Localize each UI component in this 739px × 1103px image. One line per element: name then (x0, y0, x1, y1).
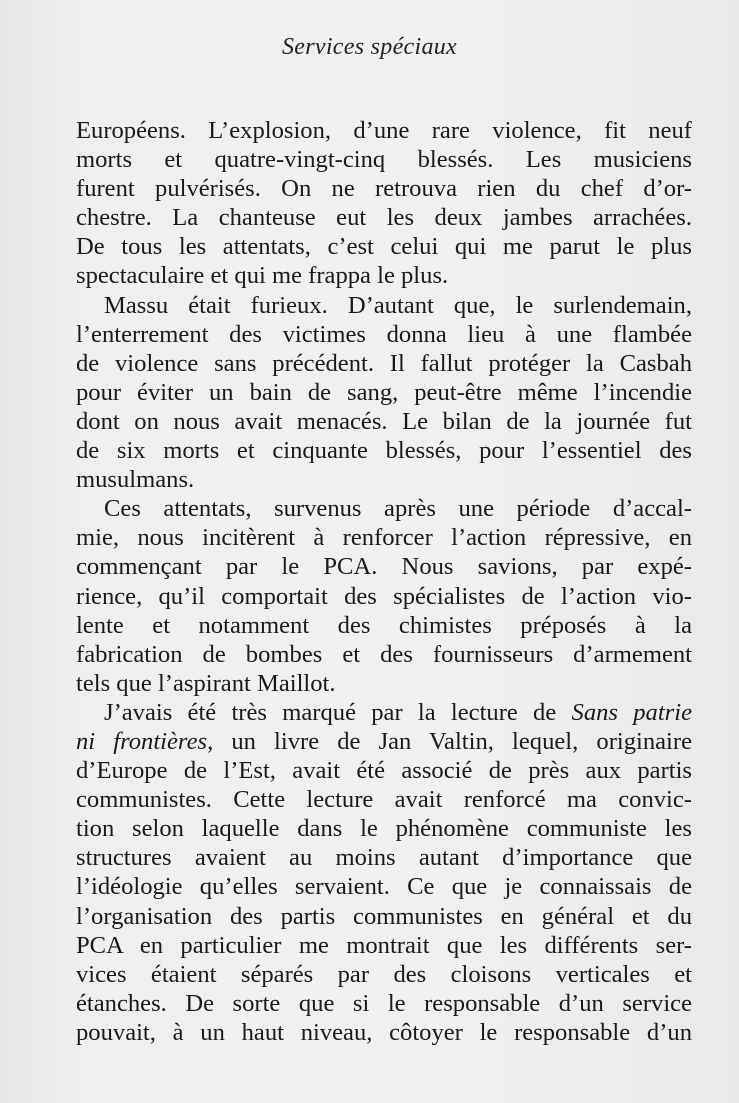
paragraph-1 (76, 116, 692, 291)
text-line: morts et quatre-vingt-cinq blessés. Les musiciens (76, 146, 692, 174)
paragraph-4 (76, 698, 692, 1047)
text-line: pour éviter un bain de sang, peut-être même l’incendie (76, 378, 692, 406)
body-text (76, 116, 692, 1047)
text-line: pouvait, à un haut niveau, côtoyer le responsable d’un (76, 1018, 692, 1046)
text-line: Ces attentats, survenus après une période d’accal- (104, 495, 692, 523)
text-line: Européens. L’explosion, d’une rare violence, fit neuf (76, 117, 692, 144)
text-line: lente et notamment des chimistes préposés à la (76, 611, 692, 639)
text-line: communistes. Cette lecture avait renforcé ma convic- (76, 786, 692, 814)
book-title-italic: Sans patrie (571, 698, 692, 726)
text-line: tels que l’aspirant Maillot. (76, 669, 336, 697)
text-line: l’idéologie qu’elles servaient. Ce que je connaissais de (76, 873, 692, 901)
text-line: d’Europe de l’Est, avait été associé de près aux partis (76, 757, 692, 785)
text-line: De tous les attentats, c’est celui qui me parut le plus (76, 233, 692, 261)
paragraph-3 (76, 494, 692, 698)
text-line: l’organisation des partis communistes en général et du (76, 902, 692, 930)
text-line (76, 727, 692, 756)
text-line: commençant par le PCA. Nous savions, par expé- (76, 553, 692, 581)
paragraph-2 (76, 291, 692, 495)
text-line: musulmans. (76, 466, 195, 494)
text-line: spectaculaire et qui me frappa le plus. (76, 262, 449, 290)
text-line: PCA en particulier me montrait que les différents ser- (76, 931, 692, 959)
running-head: Services spéciaux (281, 34, 458, 60)
text-line: dont on nous avait menacés. Le bilan de la journée fut (76, 407, 692, 435)
text-fragment: J’avais été très marqué par la lecture de (104, 698, 572, 726)
text-line: de six morts et cinquante blessés, pour l’essentiel des (76, 437, 692, 465)
text-line: rience, qu’il comportait des spécialistes de l’action vio- (76, 582, 692, 610)
text-line (76, 698, 692, 727)
book-title-italic: ni frontières (76, 727, 208, 755)
text-line: furent pulvérisés. On ne retrouva rien du chef d’or- (76, 175, 692, 203)
text-line: l’enterrement des victimes donna lieu à une flambée (76, 320, 692, 348)
text-line: Massu était furieux. D’autant que, le surlendemain, (104, 291, 692, 319)
text-line: fabrication de bombes et des fournisseurs d’armement (76, 640, 692, 668)
text-line: mie, nous incitèrent à renforcer l’action répressive, en (76, 524, 692, 552)
text-fragment: , un livre de Jan Valtin, lequel, originaire (207, 727, 692, 755)
text-line: étanches. De sorte que si le responsable d’un service (76, 989, 692, 1017)
text-line: vices étaient séparés par des cloisons verticales et (76, 960, 692, 988)
text-line: de violence sans précédent. Il fallut protéger la Casbah (76, 349, 692, 377)
text-line: tion selon laquelle dans le phénomène communiste les (76, 815, 692, 843)
text-line: structures avaient au moins autant d’importance que (76, 844, 692, 872)
text-line: chestre. La chanteuse eut les deux jambes arrachées. (76, 204, 692, 232)
